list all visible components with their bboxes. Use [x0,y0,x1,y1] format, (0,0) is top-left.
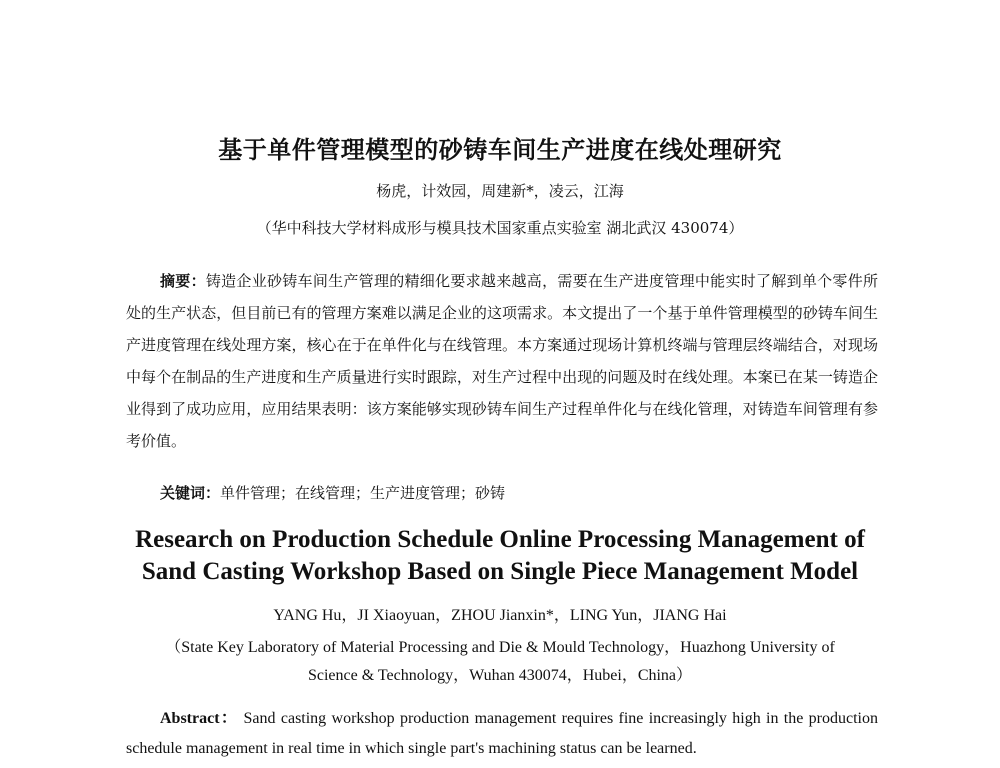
chinese-keywords-label: 关键词： [160,484,221,502]
english-title-line-2: Sand Casting Workshop Based on Single Piece Management Model [141,558,859,585]
chinese-affiliation: （华中科技大学材料成形与模具技术国家重点实验室 湖北武汉 430074） [256,219,744,237]
chinese-keywords-text: 单件管理；在线管理；生产进度管理；砂铸 [220,484,506,502]
english-title [0,524,1000,588]
chinese-abstract [126,265,878,457]
chinese-abstract-text: 铸造企业砂铸车间生产管理的精细化要求越来越高，需要在生产进度管理中能实时了解到单个零件所处的生产状态，但目前已有的管理方案难以满足企业的这项需求。本文提出了一个基于单件管理模型的砂铸车间生产进度管理在线处理方案，核心在于在单件化与在线管理。本方案通过现场计算机终端与管理层终端结合，对现场中每个在制品的生产进度和生产质量进行实时跟踪，对生产过程中出现的问题及时在线处理。本案已在某一铸造企业得到了成功应用，应用结果表明：该方案能够实现砂铸车间生产过程单件化与在线化管理，对铸造车间管理有参考价值。 [126,272,878,450]
english-title-line-1: Research on Production Schedule Online Processing Management of [135,526,865,553]
chinese-keywords [160,482,878,503]
chinese-abstract-label: 摘要： [160,272,206,290]
english-abstract [126,704,878,764]
english-affiliation [0,634,1000,690]
english-abstract-label: Abstract： [160,710,239,727]
english-authors: YANG Hu，JI Xiaoyuan，ZHOU Jianxin*，LING Yun，JIANG Hai [273,607,727,624]
english-abstract-text: Sand casting workshop production management requires fine increasingly high in the production schedule management in real time in which single part's machining status can be learned. [126,710,878,757]
english-affiliation-line-1: （State Key Laboratory of Material Processing and Die & Mould Technology，Huazhong University of [165,639,835,656]
chinese-authors: 杨虎，计效园，周建新*，凌云，江海 [376,182,624,200]
chinese-title: 基于单件管理模型的砂铸车间生产进度在线处理研究 [218,136,782,164]
english-affiliation-line-2: Science & Technology，Wuhan 430074，Hubei，China） [307,667,693,684]
